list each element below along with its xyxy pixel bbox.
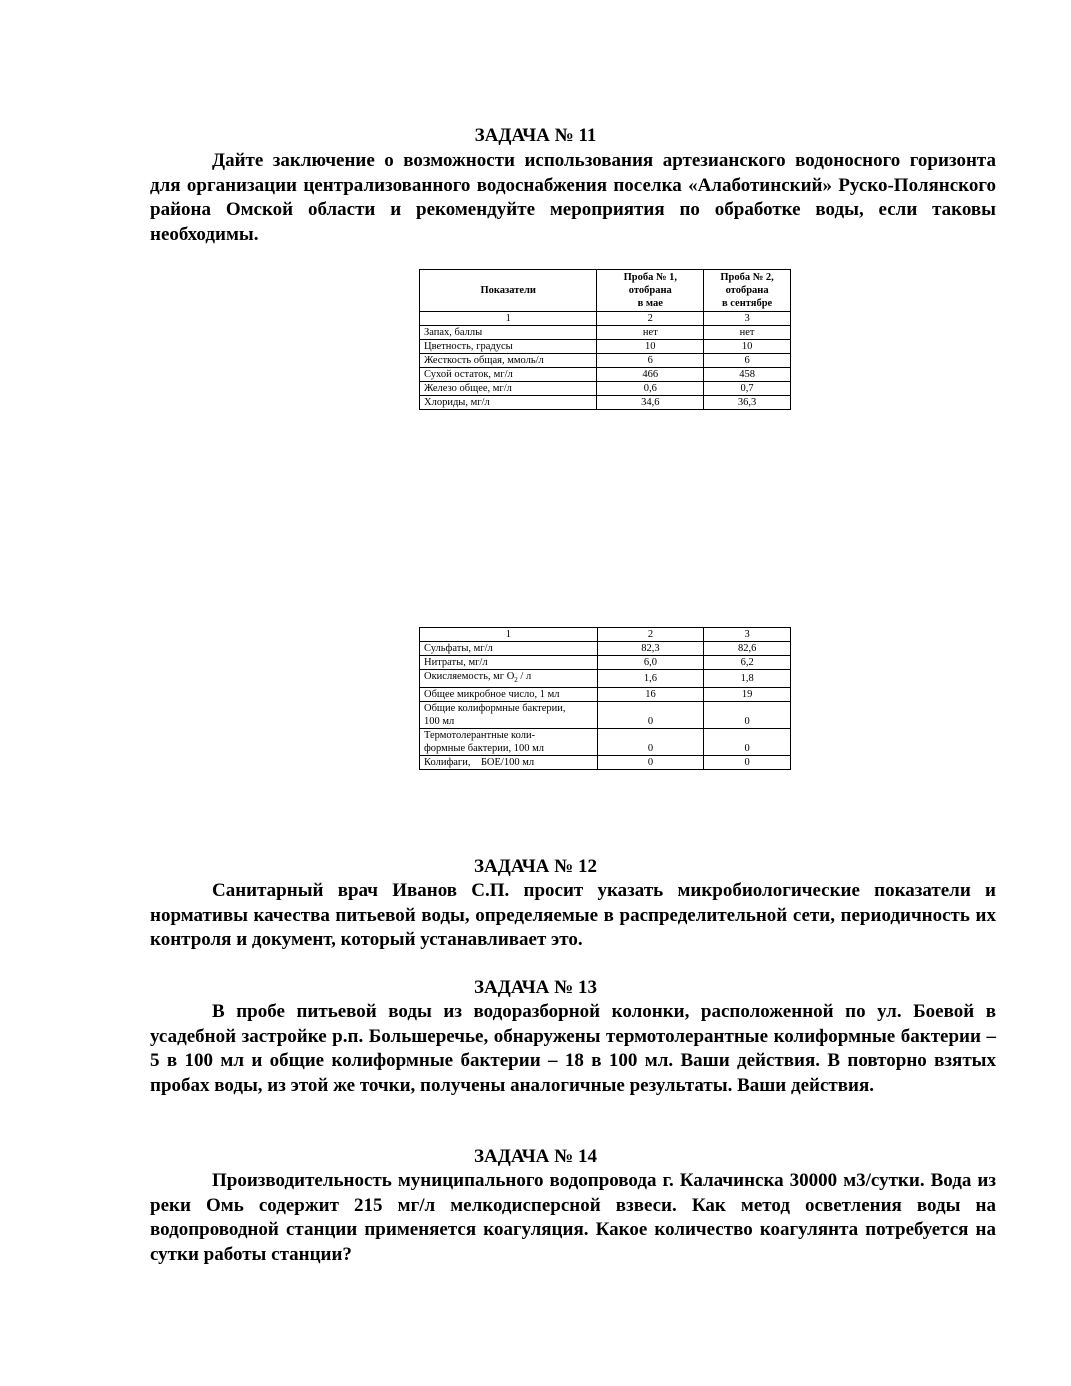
oxidizability-label: Окисляемость, мг $O_2$ / л — [420, 670, 598, 688]
task-11-title: ЗАДАЧА № 11 — [474, 125, 597, 146]
table-header-row — [420, 270, 791, 312]
task-13-text: В пробе питьевой воды из водоразборной колонки, расположенной по ул. Боевой в усадебной застройке р.п. Большеречье, обнаружены термотолерантные колиформные бактерии – 5 в 100 мл и общие колиформные бактерии – 18 в 100 мл. Ваши действия. В повторно взятых пробах воды, из этой же точки, получены аналогичные результаты. Ваши действия. — [150, 1001, 996, 1096]
table-row: Железо общее, мг/л 0,6 0,7 — [420, 382, 791, 396]
header-sample-2: Проба № 2, отобрана в сентябре — [704, 270, 791, 312]
table-row: Жесткость общая, ммоль/л 6 6 — [420, 354, 791, 368]
table-row: Сульфаты, мг/л 82,3 82,6 — [420, 642, 791, 656]
task-14-text: Производительность муниципального водопровода г. Калачинска 30000 м3/сутки. Вода из реки Омь содержит 215 мг/л мелкодисперсной взвеси. Как метод осветления воды на водопроводной станции применяется коагуляция. Какое количество коагулянта потребуется на сутки работы станции? — [150, 1170, 996, 1265]
table-row: Сухой остаток, мг/л 466 458 — [420, 368, 791, 382]
table-row: Общие колиформные бактерии, 100 мл 0 0 — [420, 702, 791, 729]
table-row: Запах, баллы нет нет — [420, 326, 791, 340]
thermotolerant-label: Термотолерантные коли- формные бактерии, 100 мл — [420, 729, 598, 756]
table-row: Хлориды, мг/л 34,6 36,3 — [420, 396, 791, 410]
table-row: Нитраты, мг/л 6,0 6,2 — [420, 656, 791, 670]
column-number-row: 1 2 3 — [420, 312, 791, 326]
table-row: Цветность, градусы 10 10 — [420, 340, 791, 354]
column-number-row: 1 2 3 — [420, 628, 791, 642]
table-row: Колифаги, БОЕ/100 мл 0 0 — [420, 756, 791, 770]
table-row: Общее микробное число, 1 мл 16 19 — [420, 688, 791, 702]
table-row: Термотолерантные коли- формные бактерии, 100 мл 0 0 — [420, 729, 791, 756]
task-12-text: Санитарный врач Иванов С.П. просит указать микробиологические показатели и нормативы качества питьевой воды, определяемые в распределительной сети, периодичность их контроля и документ, который устанавливает это. — [150, 880, 996, 950]
coliform-label: Общие колиформные бактерии, 100 мл — [420, 702, 598, 729]
task-12-title: ЗАДАЧА № 12 — [474, 856, 597, 877]
task-13-title: ЗАДАЧА № 13 — [474, 977, 597, 998]
task-11-text: Дайте заключение о возможности использования артезианского водоносного горизонта для организации централизованного водоснабжения поселка «Алаботинский» Руско-Полянского района Омской области и рекомендуйте мероприятия по обработке воды, если таковы необходимы. — [150, 150, 996, 245]
task-14-title: ЗАДАЧА № 14 — [474, 1146, 597, 1167]
header-indicators: Показатели — [420, 270, 597, 312]
water-quality-table-part-2 — [419, 627, 791, 770]
water-quality-table-part-1 — [419, 269, 791, 410]
table-row: Окисляемость, мг $O_2$ / л 1,6 1,8 — [420, 670, 791, 688]
header-sample-1: Проба № 1, отобрана в мае — [597, 270, 704, 312]
